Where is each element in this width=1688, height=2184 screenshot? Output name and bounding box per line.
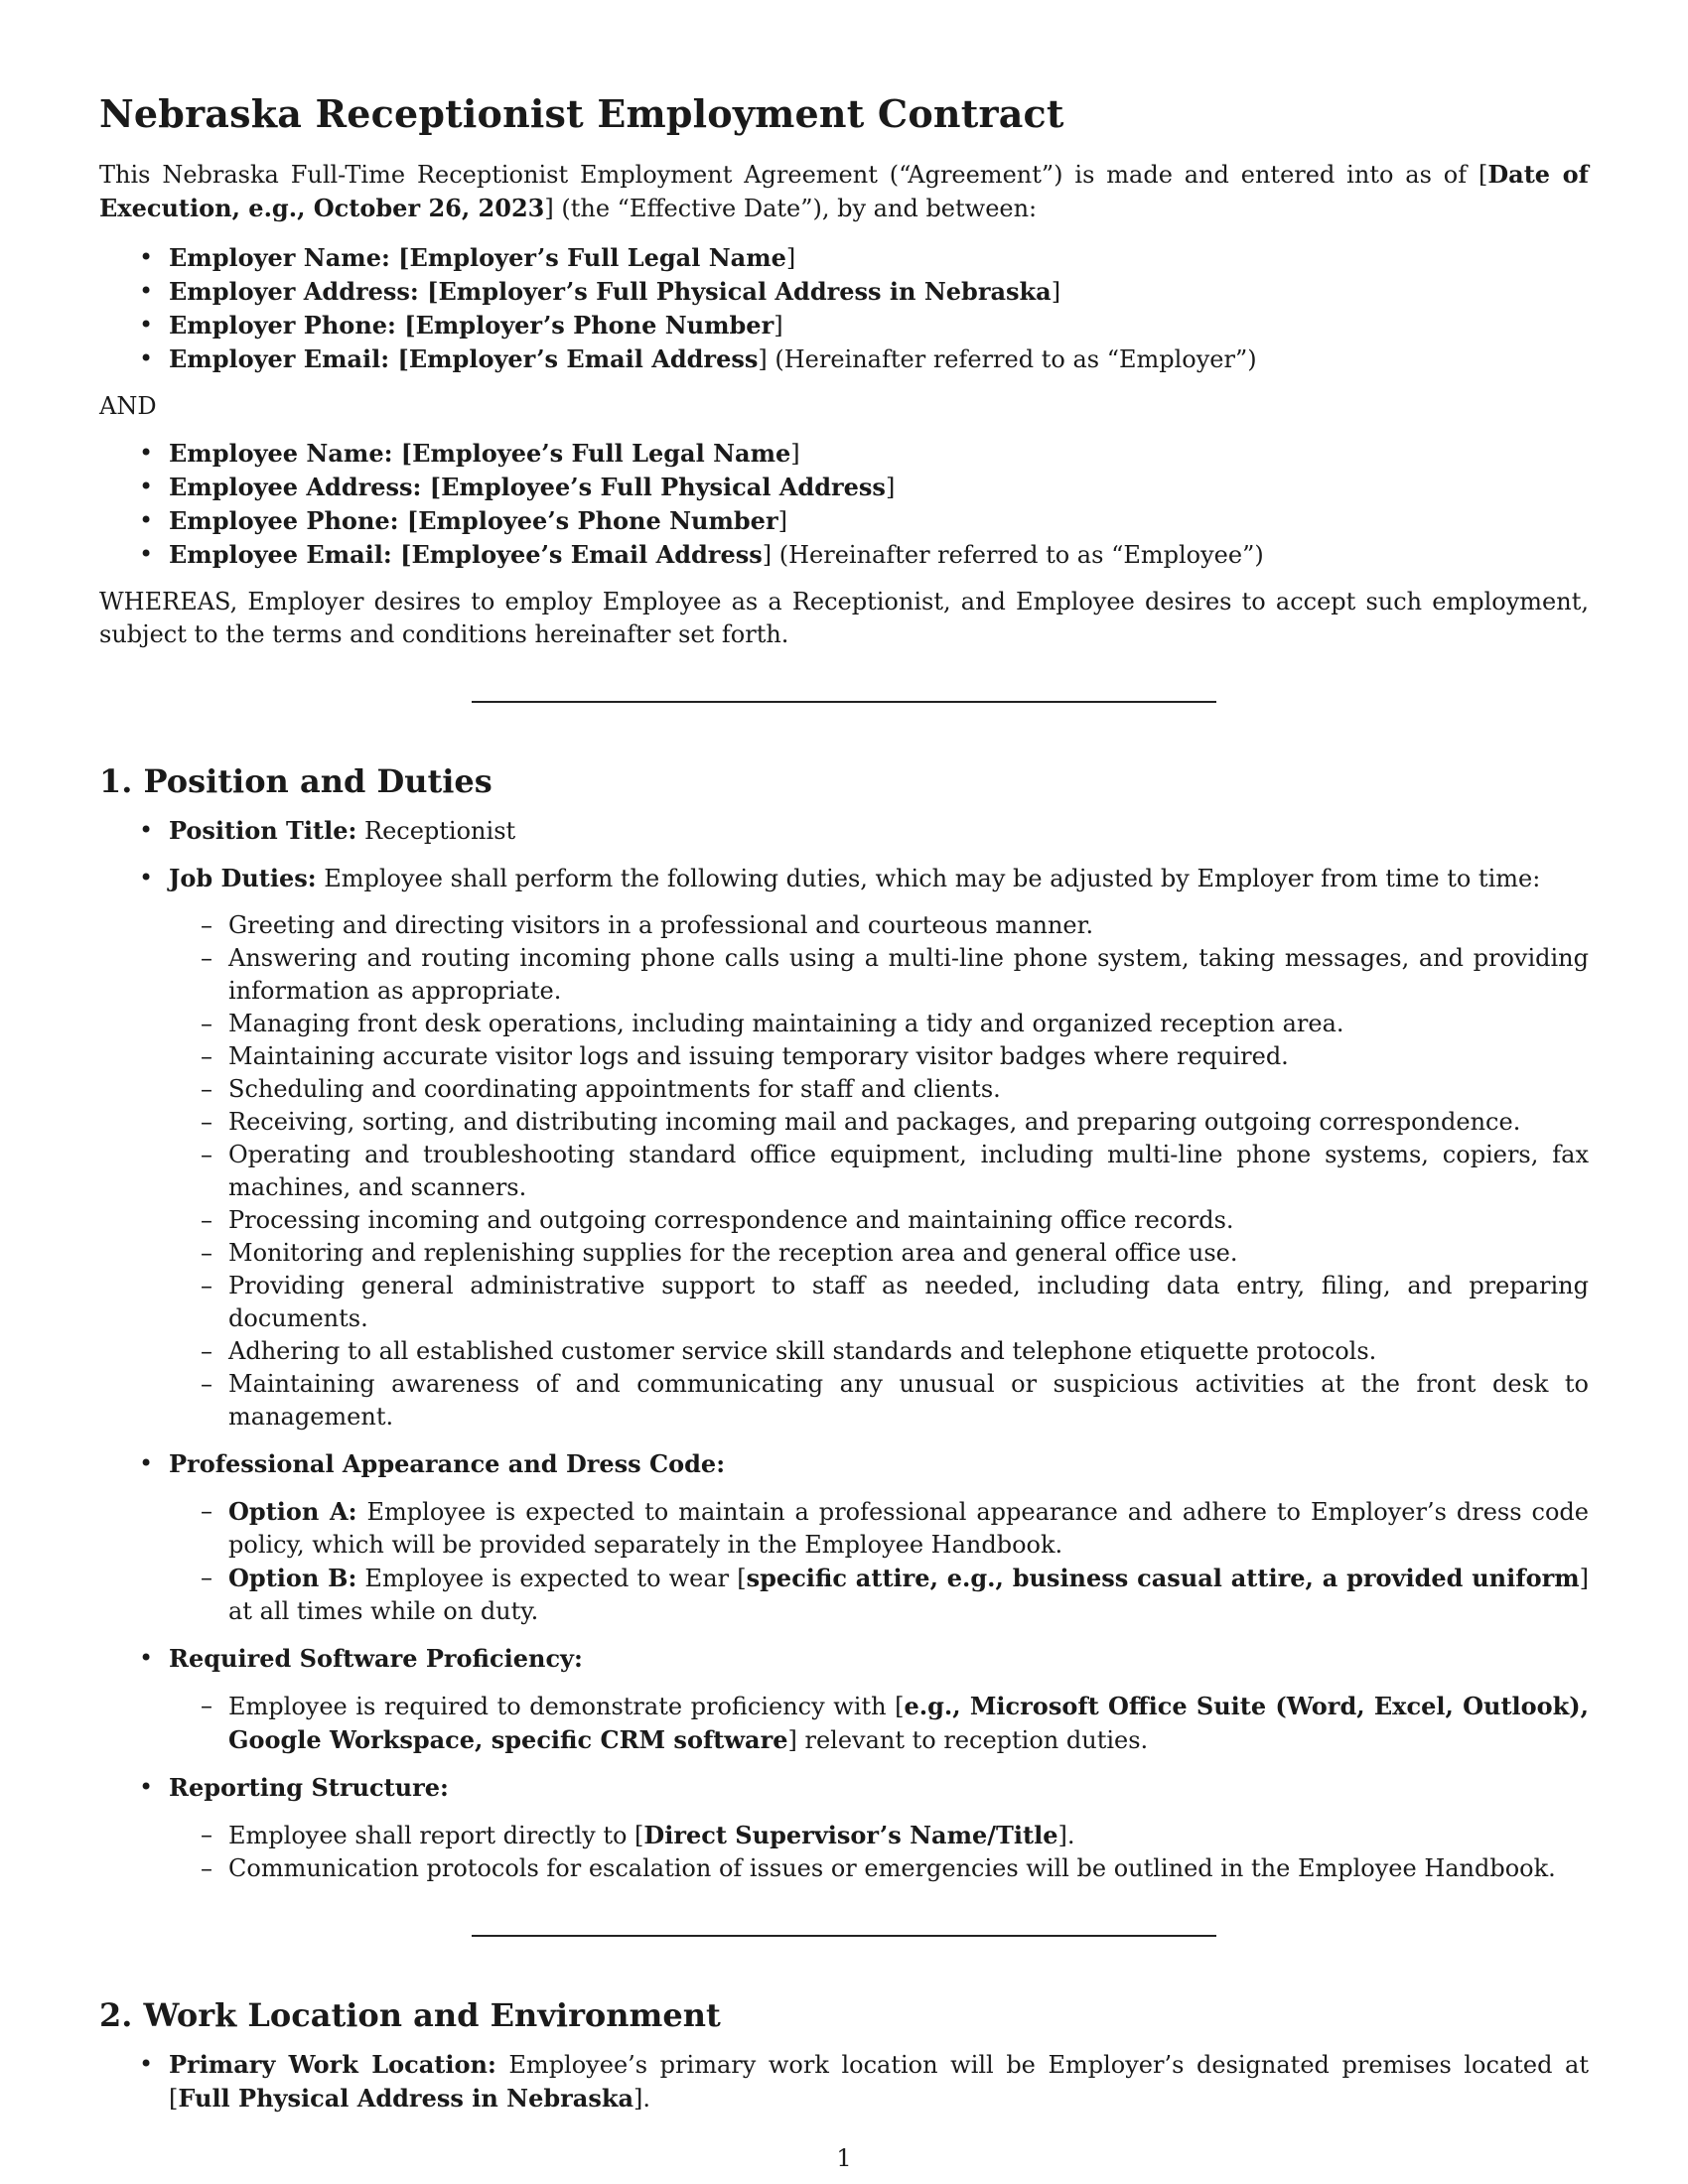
primary-work-location-item: • Primary Work Location: Employee’s primary work location will be Employer’s designated premises located at [Full Physical Address in Nebraska]. — [99, 2048, 1589, 2116]
software-proficiency-item: • Required Software Proficiency: – Employee is required to demonstrate proficiency with [e.g., Microsoft Office Suite (Word, Excel, Outlook), Google Workspace, specific CRM software] relevant to reception duties. — [99, 1642, 1589, 1757]
document-page — [99, 79, 1589, 2129]
intro-paragraph: This Nebraska Full-Time Receptionist Employment Agreement (“Agreement”) is made and entered into as of [Date of Execution, e.g., October 26, 2023] (the “Effective Date”), by and between: — [99, 160, 1590, 222]
section-1-heading: 1. Position and Duties — [99, 762, 492, 800]
employer-email-item: • Employer Email: [Employer’s Email Address] (Hereinafter referred to as “Employer”) — [99, 342, 1589, 376]
dress-code-options — [169, 1495, 1589, 1628]
duty-item: – Receiving, sorting, and distributing incoming mail and packages, and preparing outgoing correspondence. — [169, 1106, 1589, 1139]
software-requirement: – Employee is required to demonstrate proficiency with [e.g., Microsoft Office Suite (Word, Excel, Outlook), Google Workspace, specific CRM software] relevant to reception duties. — [169, 1690, 1589, 1757]
document-title: Nebraska Receptionist Employment Contract — [99, 91, 1064, 136]
employer-details-list — [99, 241, 1589, 376]
duty-item: – Operating and troubleshooting standard office equipment, including multi-line phone systems, copiers, fax machines, and scanners. — [169, 1139, 1589, 1204]
whereas-paragraph: WHEREAS, Employer desires to employ Employee as a Receptionist, and Employee desires to accept such employment, subject to the terms and conditions hereinafter set forth. — [99, 588, 1589, 648]
reporting-structure-item: • Reporting Structure: – Employee shall report directly to [Direct Supervisor’s Name/Title]. – Communication protocols for escalation of issues or emergencies will be outlined in the Employee Handbook. — [99, 1771, 1589, 1885]
software-list — [169, 1690, 1589, 1757]
duty-item: – Managing front desk operations, including maintaining a tidy and organized reception area. — [169, 1008, 1589, 1040]
employee-email-item: • Employee Email: [Employee’s Email Address] (Hereinafter referred to as “Employee”) — [99, 538, 1589, 572]
duty-item: – Providing general administrative support to staff as needed, including data entry, filing, and preparing documents. — [169, 1270, 1589, 1335]
duty-item: – Greeting and directing visitors in a professional and courteous manner. — [169, 909, 1589, 942]
duty-item: – Processing incoming and outgoing correspondence and maintaining office records. — [169, 1204, 1589, 1237]
employee-name-item: • Employee Name: [Employee’s Full Legal Name] — [99, 437, 1589, 471]
section-divider — [472, 1935, 1216, 1937]
reporting-list — [169, 1819, 1589, 1885]
duty-item: – Scheduling and coordinating appointments for staff and clients. — [169, 1073, 1589, 1106]
reporting-protocol: – Communication protocols for escalation of issues or emergencies will be outlined in the Employee Handbook. — [169, 1852, 1589, 1885]
employer-phone-item: • Employer Phone: [Employer’s Phone Number] — [99, 309, 1589, 342]
section-1-list — [99, 814, 1589, 1885]
dress-option-b: – Option B: Employee is expected to wear [specific attire, e.g., business casual attire, a provided uniform] at all times while on duty. — [169, 1562, 1589, 1628]
duty-item: – Maintaining accurate visitor logs and issuing temporary visitor badges where required. — [169, 1040, 1589, 1073]
section-2-list — [99, 2048, 1589, 2116]
reporting-supervisor: – Employee shall report directly to [Direct Supervisor’s Name/Title]. — [169, 1819, 1589, 1852]
employee-details-list — [99, 437, 1589, 572]
dress-code-item: • Professional Appearance and Dress Code: – Option A: Employee is expected to maintain a professional appearance and adhere to Employer’s dress code policy, which will be provided separately in the Employee Handbook. – Option B: Employee is expected to wear [specific attire, e.g., business casual attire, a provided uniform] at all times while on duty. — [99, 1447, 1589, 1628]
employer-address-item: • Employer Address: [Employer’s Full Physical Address in Nebraska] — [99, 275, 1589, 309]
employee-address-item: • Employee Address: [Employee’s Full Physical Address] — [99, 471, 1589, 504]
job-duties-item: • Job Duties: Employee shall perform the following duties, which may be adjusted by Employer from time to time: – Greeting and directing visitors in a professional and courteous manner. – Answering and routing incoming phone calls using a multi-line phone system, taking messages, and providing information as appropriate. – Managing front desk operations, including maintaining a tidy and organized reception area. – Maintaining accurate visitor logs and issuing temporary visitor badges where required. – Scheduling and coordinating appointments for staff and clients. – Receiving, sorting, and distributing incoming mail and packages, and preparing outgoing correspondence. – Operating and troubleshooting standard office equipment, including multi-line phone systems, copiers, fax machines, and scanners. – Processing incoming and outgoing correspondence and maintaining office records. – Monitoring and replenishing supplies for the reception area and general office use. – Providing general administrative support to staff as needed, including data entry, filing, and preparing documents. – Adhering to all established customer service skill standards and telephone etiquette protocols. – Maintaining awareness of and communicating any unusual or suspicious activities at the front desk to management. — [99, 862, 1589, 1433]
page-number: 1 — [836, 2144, 852, 2172]
duty-item: – Adhering to all established customer service skill standards and telephone etiquette protocols. — [169, 1335, 1589, 1368]
employee-phone-item: • Employee Phone: [Employee’s Phone Number] — [99, 504, 1589, 538]
duty-item: – Answering and routing incoming phone calls using a multi-line phone system, taking messages, and providing information as appropriate. — [169, 942, 1589, 1008]
duty-item: – Monitoring and replenishing supplies for the reception area and general office use. — [169, 1237, 1589, 1270]
section-2-heading: 2. Work Location and Environment — [99, 1996, 721, 2034]
dress-option-a: – Option A: Employee is expected to maintain a professional appearance and adhere to Employer’s dress code policy, which will be provided separately in the Employee Handbook. — [169, 1495, 1589, 1562]
employer-name-item: • Employer Name: [Employer’s Full Legal Name] — [99, 241, 1589, 275]
date-placeholder: Date of Execution, e.g., October 26, 2023 — [99, 160, 1590, 222]
job-duties-list — [169, 909, 1589, 1433]
and-separator: AND — [99, 392, 157, 420]
section-divider — [472, 701, 1216, 703]
duty-item: – Maintaining awareness of and communicating any unusual or suspicious activities at the front desk to management. — [169, 1368, 1589, 1433]
position-title-item: • Position Title: Receptionist — [99, 814, 1589, 848]
